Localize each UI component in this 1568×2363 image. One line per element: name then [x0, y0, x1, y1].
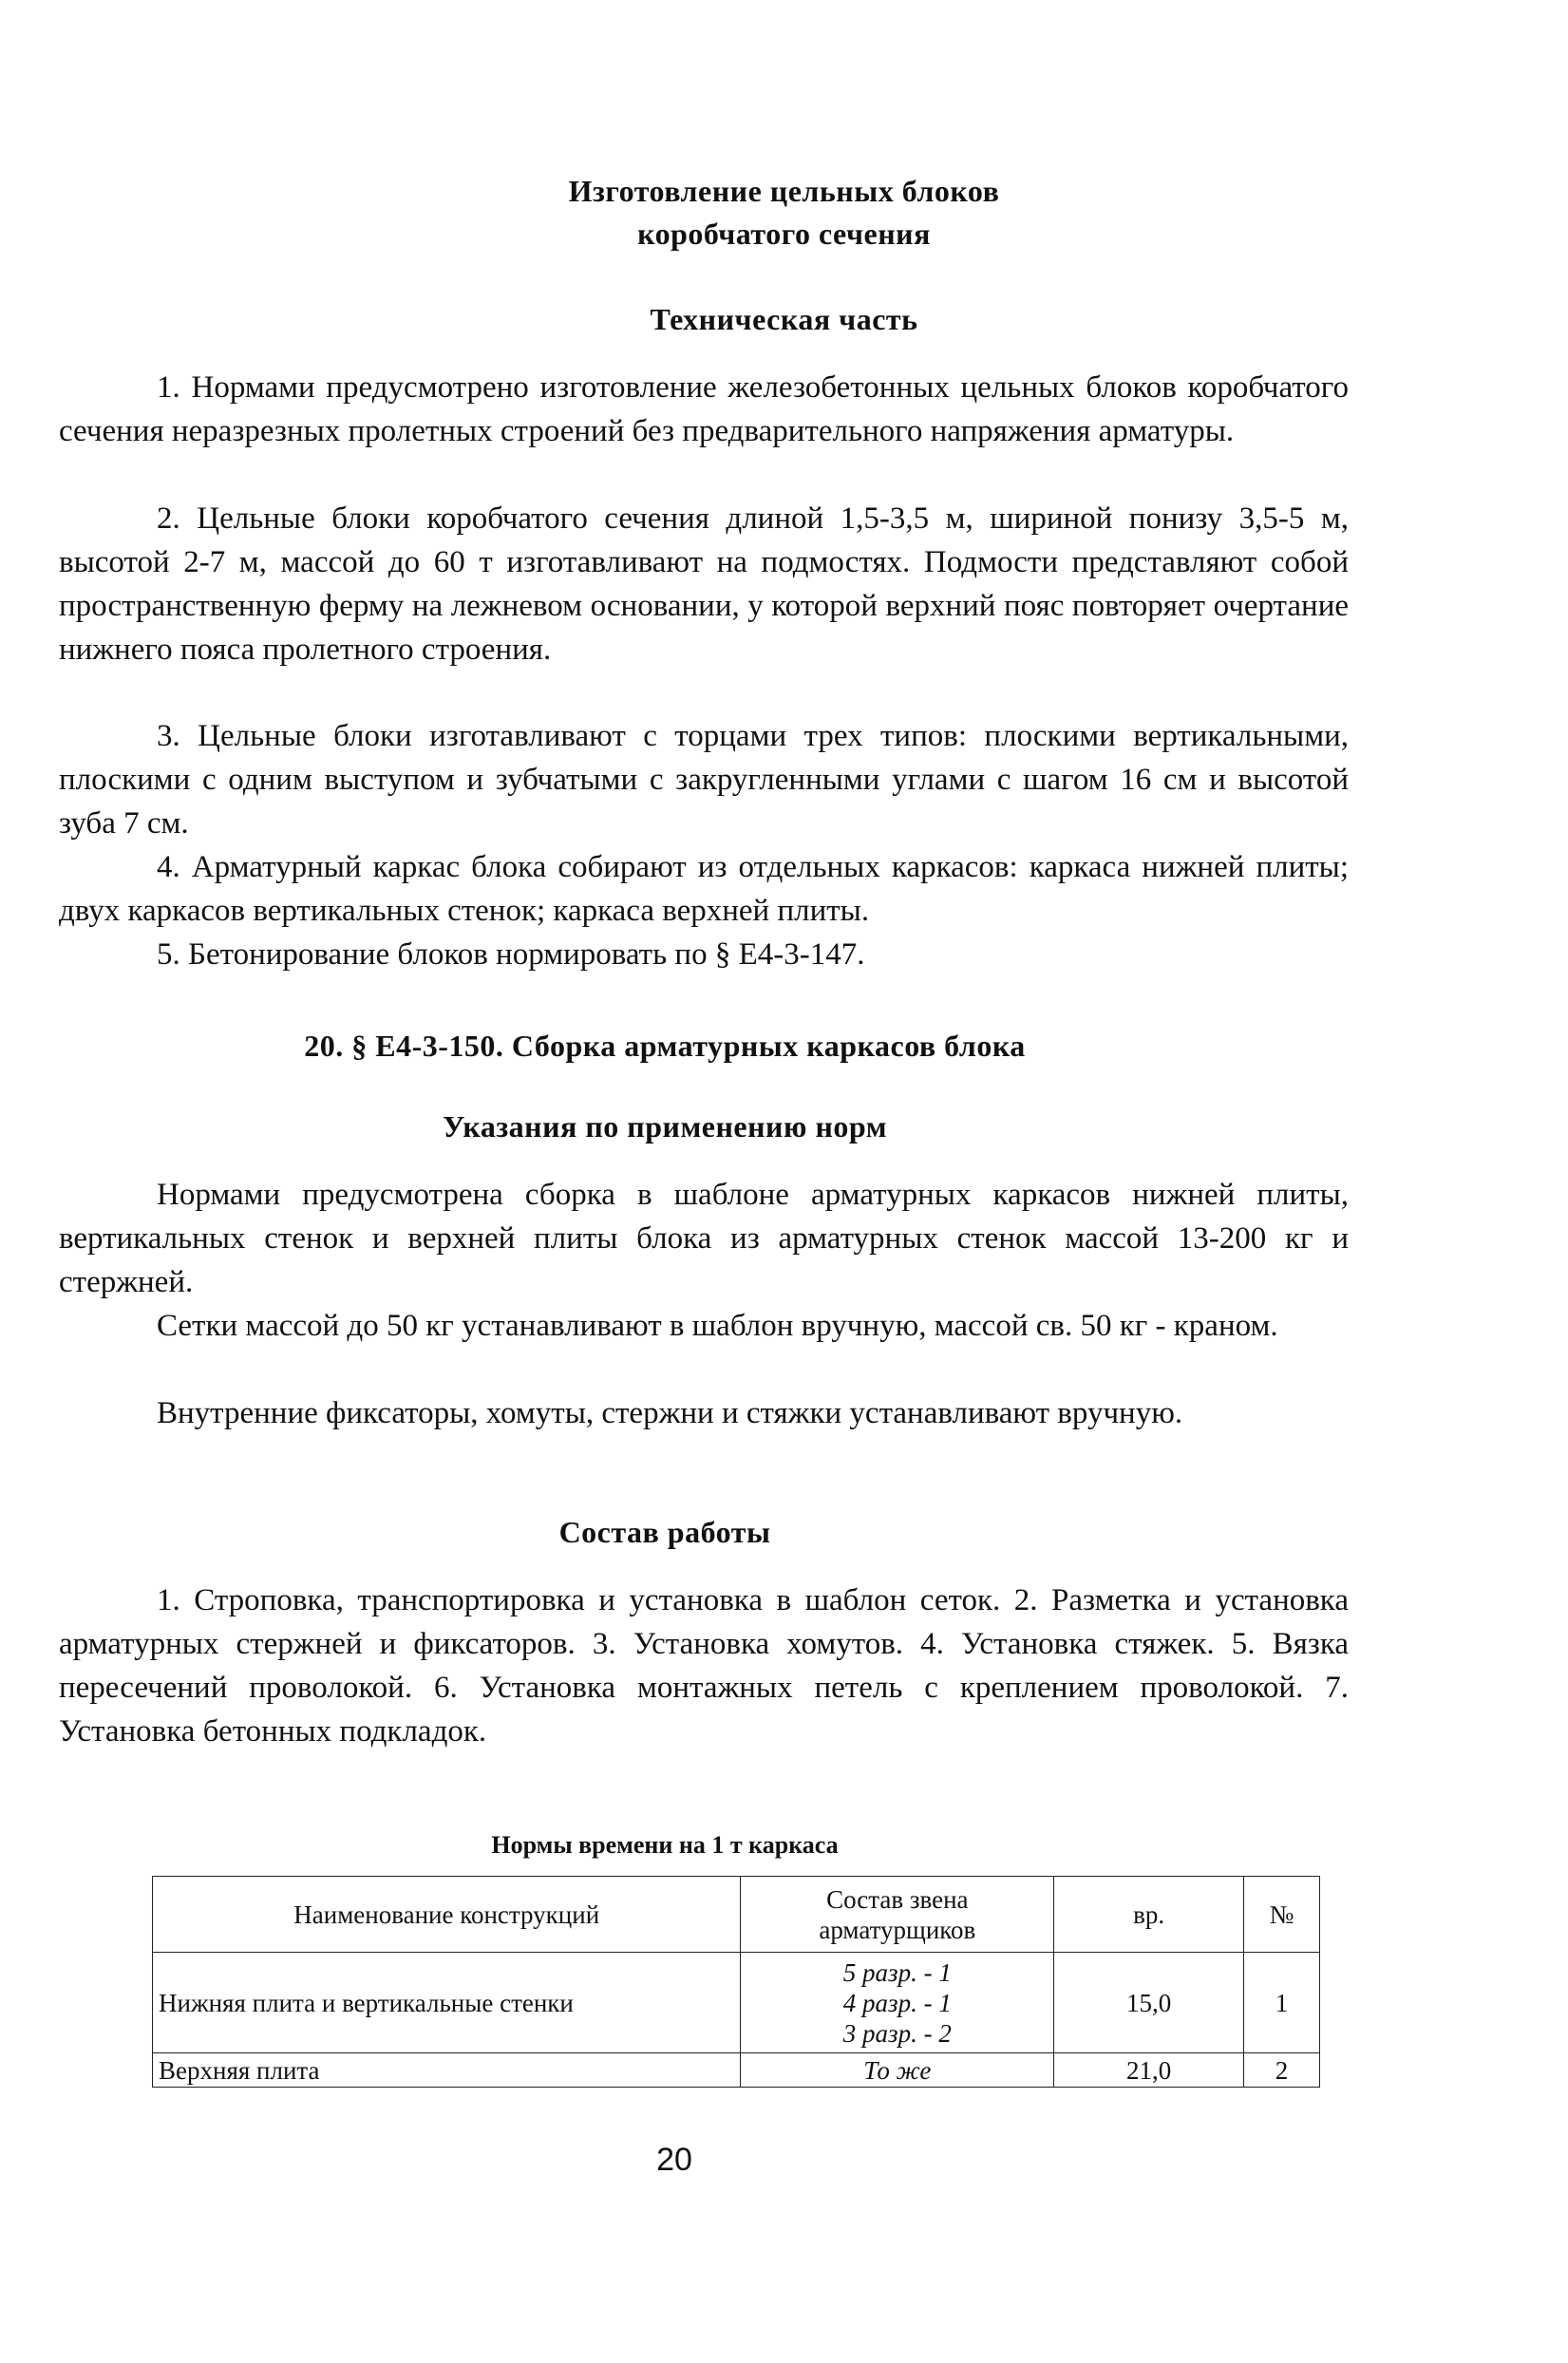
- header-construction-name: Наименование конструкций: [153, 1877, 741, 1953]
- header-time: вр.: [1054, 1877, 1244, 1953]
- section-title: 20. § Е4-3-150. Сборка арматурных каркасов блока: [304, 1029, 1026, 1063]
- crew-line: 3 разр. - 2: [842, 2018, 952, 2048]
- row-construction-name: Верхняя плита: [153, 2053, 741, 2088]
- row-number: 2: [1244, 2053, 1320, 2088]
- row-time: 15,0: [1054, 1953, 1244, 2053]
- instructions-paragraph-2: Сетки массой до 50 кг устанавливают в шаблон вручную, массой св. 50 кг - краном.: [157, 1309, 1278, 1343]
- row-number: 1: [1244, 1953, 1320, 2053]
- header-crew: Состав звена арматурщиков: [741, 1877, 1054, 1953]
- instructions-heading: Указания по применению норм: [443, 1109, 887, 1144]
- row-time: 21,0: [1054, 2053, 1244, 2088]
- crew-line: 5 разр. - 1: [842, 1957, 952, 1987]
- main-title-line1: Изготовление цельных блоков: [568, 174, 1000, 208]
- crew-line: 4 разр. - 1: [842, 1988, 952, 2017]
- technical-item-4: 4. Арматурный каркас блока собирают из отдельных каркасов: каркаса нижней плиты; двух каркасов вертикальных стенок; каркаса верхней плиты.: [59, 850, 1349, 928]
- work-composition-heading: Состав работы: [558, 1515, 771, 1549]
- table-row: [153, 2053, 1320, 2088]
- row-crew: То же: [741, 2053, 1054, 2088]
- row-crew: [741, 1953, 1054, 2053]
- table-caption: Нормы времени на 1 т каркаса: [491, 1831, 839, 1859]
- work-composition-text: 1. Строповка, транспортировка и установка в шаблон сеток. 2. Разметка и установка арматурных стержней и фиксаторов. 3. Установка хомутов. 4. Установка стяжек. 5. Вязка пересечений проволокой. 6. Установка монтажных петель с креплением проволокой. 7. Установка бетонных подкладок.: [59, 1583, 1349, 1749]
- table-header-row: [153, 1877, 1320, 1953]
- page-number: 20: [656, 2142, 692, 2178]
- instructions-paragraph-1: Нормами предусмотрена сборка в шаблоне арматурных каркасов нижней плиты, вертикальных стенок и верхней плиты блока из арматурных стенок массой 13-200 кг и стержней.: [59, 1178, 1349, 1299]
- time-norms-table: [152, 1876, 1320, 2088]
- row-construction-name: Нижняя плита и вертикальные стенки: [153, 1953, 741, 2053]
- technical-item-2: 2. Цельные блоки коробчатого сечения длиной 1,5-3,5 м, шириной понизу 3,5-5 м, высотой 2-7 м, массой до 60 т изготавливают на подмостях. Подмости представляют собой пространственную ферму на лежневом основании, у которой верхний пояс повторяет очертание нижнего пояса пролетного строения.: [59, 501, 1349, 667]
- header-number: №: [1244, 1877, 1320, 1953]
- main-title-line2: коробчатого сечения: [637, 217, 931, 251]
- technical-item-1: 1. Нормами предусмотрено изготовление железобетонных цельных блоков коробчатого сечения неразрезных пролетных строений без предварительного напряжения арматуры.: [59, 370, 1349, 448]
- instructions-paragraph-3: Внутренние фиксаторы, хомуты, стержни и стяжки устанавливают вручную.: [157, 1396, 1183, 1430]
- technical-part-heading: Техническая часть: [650, 302, 918, 336]
- technical-item-3: 3. Цельные блоки изготавливают с торцами трех типов: плоскими вертикальными, плоскими с одним выступом и зубчатыми с закругленными углами с шагом 16 см и высотой зуба 7 см.: [59, 719, 1349, 841]
- technical-item-5: 5. Бетонирование блоков нормировать по § Е4-3-147.: [157, 937, 865, 972]
- table-row: [153, 1953, 1320, 2053]
